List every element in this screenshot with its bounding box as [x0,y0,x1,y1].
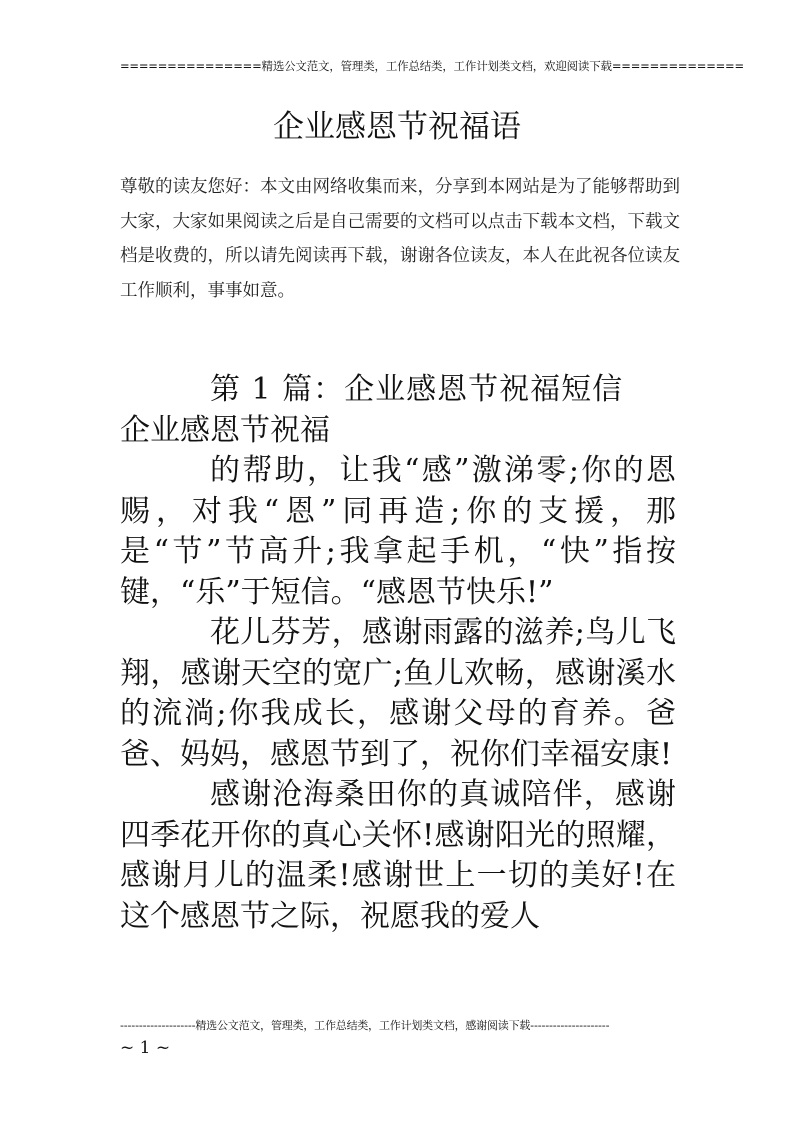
body-paragraph: 的帮助，让我“感”激涕零;你的恩赐，对我“恩”同再造;你的支援，那是“节”节高升;我拿起手机，“快”指按键，“乐”于短信。“感恩节快乐!” [120,453,676,610]
footer-banner: --------------------精选公文范文，管理类，工作总结类，工作计划类文档，感谢阅读下载--------------------- [120,1019,610,1032]
document-body [120,370,676,937]
page-number: ~ 1 ~ [120,1038,171,1058]
document-title: 企业感恩节祝福语 [273,109,521,145]
header-banner: ===============精选公文范文，管理类，工作总结类，工作计划类文档，欢迎阅读下载============== [120,59,744,73]
body-paragraph: 感谢沧海桑田你的真诚陪伴，感谢四季花开你的真心关怀!感谢阳光的照耀，感谢月儿的温柔!感谢世上一切的美好!在这个感恩节之际，祝愿我的爱人 [120,777,676,934]
body-paragraph: 花儿芬芳，感谢雨露的滋养;鸟儿飞翔，感谢天空的宽广;鱼儿欢畅，感谢溪水的流淌;你我成长，感谢父母的育养。爸爸、妈妈，感恩节到了，祝你们幸福安康! [120,615,676,772]
chapter-heading: 第 1 篇：企业感恩节祝福短信 [210,372,624,407]
chapter-subheading: 企业感恩节祝福 [120,412,330,448]
intro-paragraph: 尊敬的读友您好：本文由网络收集而来，分享到本网站是为了能够帮助到大家，大家如果阅读之后是自己需要的文档可以点击下载本文档，下载文档是收费的，所以请先阅读再下载，谢谢各位读友，本人在此祝各位读友工作顺利，事事如意。 [120,177,680,301]
